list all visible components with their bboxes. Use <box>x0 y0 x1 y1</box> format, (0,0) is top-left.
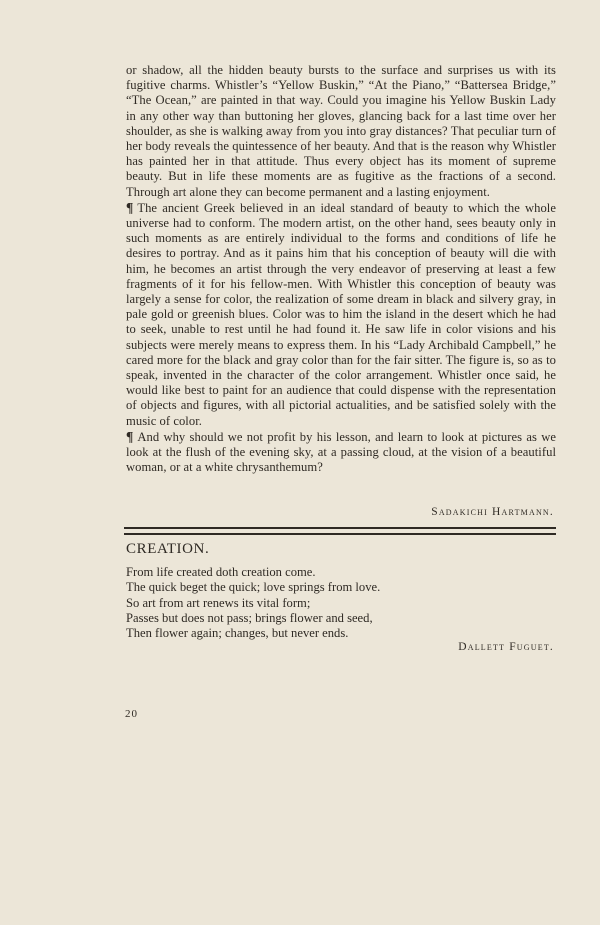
poem-line: Passes but does not pass; brings flower and seed, <box>126 610 373 625</box>
poem-body <box>126 565 426 641</box>
essay-paragraph-3-text: And why should we not profit by his lesson, and learn to look at pictures as we look at the flush of the evening sky, at a passing cloud, at the vision of a beautiful woman, or at a white chrysanthemum? <box>126 429 556 475</box>
essay-author: Sadakichi Hartmann. <box>431 506 554 518</box>
pilcrow-icon: ¶ <box>126 428 134 444</box>
page-number: 20 <box>125 708 138 720</box>
essay-text <box>126 63 556 475</box>
poem-line: The quick beget the quick; love springs from love. <box>126 580 381 595</box>
section-divider-top <box>124 527 556 529</box>
poem-line: From life created doth creation come. <box>126 565 316 579</box>
poem-author: Dallett Fuguet. <box>458 641 554 653</box>
section-divider-bottom <box>124 533 556 535</box>
poem-line: Then flower again; changes, but never ends. <box>126 626 349 641</box>
essay-paragraph-2-text: The ancient Greek believed in an ideal standard of beauty to which the whole universe had to conform. The modern artist, on the other hand, sees beauty only in such moments as are entirely individual to the forms and conditions of life he desires to portray. And as it pains him that his conception of beauty will die with him, he becomes an artist through the very endeavor of preserving at least a few fragments of it for his fellow-men. With Whistler this conception of beauty was largely a sense for color, the realization of some dream in black and silvery gray, in pale gold or greenish blues. Color was to him the island in the desert which he had to seek, unable to rest until he had found it. He saw life in color visions and his subjects were merely means to express them. In his “Lady Archibald Campbell,” he cared more for the black and gray color than for the fair sitter. The figure is, so as to speak, invented in the character of the color arrangement. Whistler once said, he would like best to paint for an audience that could dispense with the representation of objects and figures, with all pictorial actualities, and be satisfied solely with the music of color. <box>126 200 556 428</box>
pilcrow-icon: ¶ <box>126 199 134 215</box>
essay-paragraph-1: or shadow, all the hidden beauty bursts to the surface and surprises us with its fugitive charms. Whistler’s “Yellow Buskin,” “At the Piano,” “Battersea Bridge,” “The Ocean,” are painted in that way. Could you imagine his Yellow Buskin Lady in any other way than buttoning her gloves, glancing back for a last time over her shoulder, as she is walking away from you into gray distances? That peculiar turn of her body reveals the quintessence of her beauty. And that is the reason why Whistler has painted her in that attitude. Thus every object has its moment of supreme beauty. But in life these moments are as fugitive as the fractions of a second. Through art alone they can become permanent and a lasting enjoyment. <box>126 63 556 199</box>
essay-paragraph-2 <box>126 200 556 429</box>
poem-title: CREATION. <box>126 541 210 557</box>
essay-paragraph-3 <box>126 429 556 476</box>
poem-line: So art from art renews its vital form; <box>126 595 311 610</box>
